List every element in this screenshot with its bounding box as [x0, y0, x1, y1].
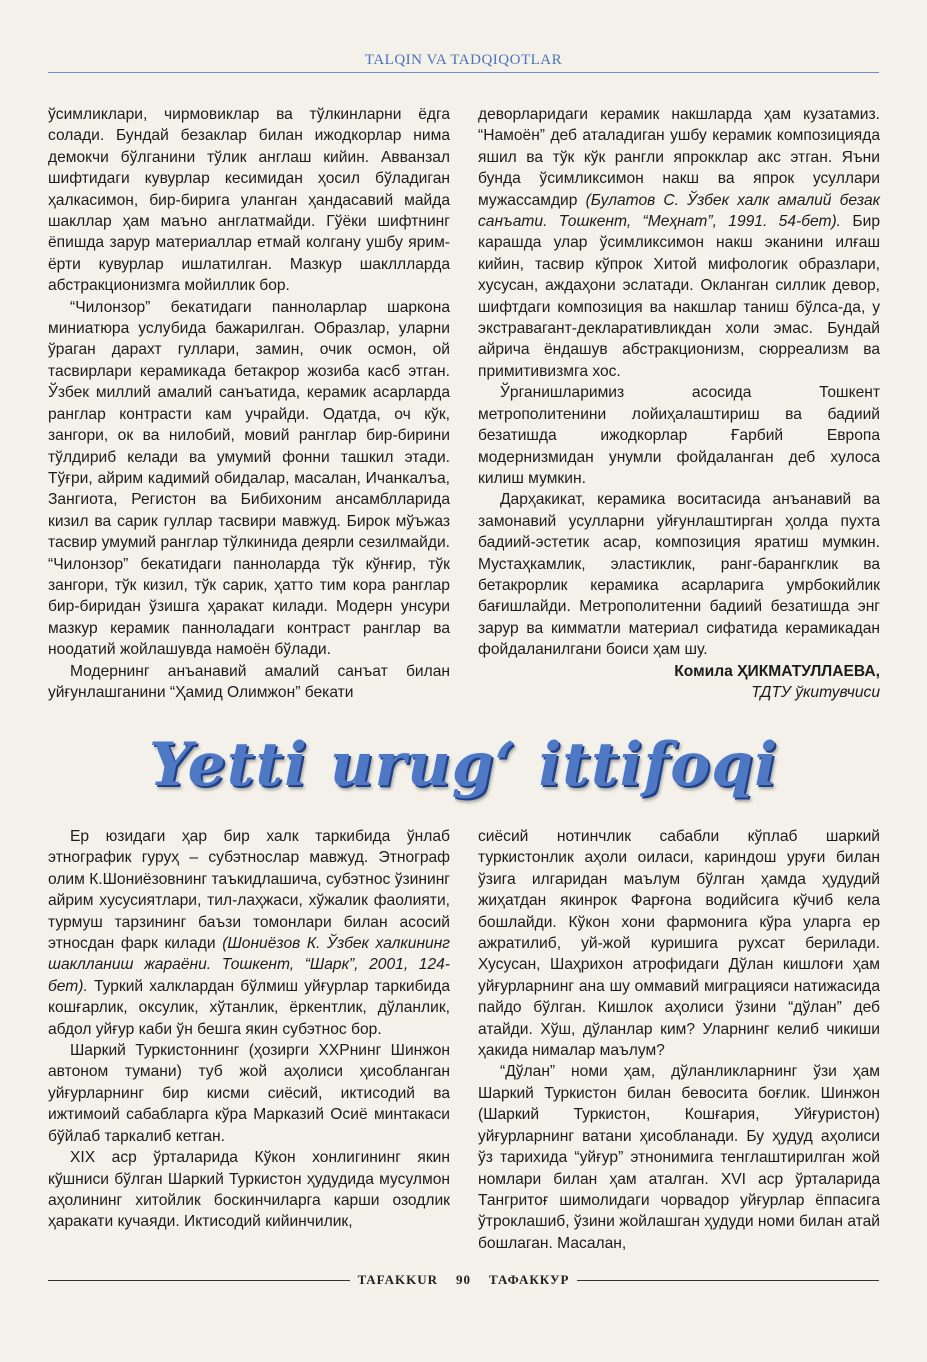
footer-magazine-name-cyrillic: ТАФАККУР	[489, 1272, 570, 1287]
paragraph-text: Бир карашда улар ўсимликсимон накш эканини илғаш кийин, тасвир кўпрок Хитой мифологик образлари, хусусан, аждаҳони эслатади. Окланган силлик девор, шифтдаги композиция ва накшлар таниш бўлса-да, у экстравагант-декларативликдан холи эмас. Бундай айрича ёндашув абстракционизм, сюрреализм ва примитивизмга хос.	[478, 213, 880, 380]
citation: (Булатов С. Ўзбек халк амалий безак санъати. Тошкент, “Меҳнат”, 1991. 54-бет).	[478, 191, 880, 231]
paragraph	[478, 104, 880, 382]
paragraph: XIX аср ўрталарида Кўкон хонлигининг якин кўшниси бўлган Шаркий Туркистон ҳудудида мусулмон аҳолининг хитойлик боскинчиларга карши озодлик ҳаракати кучаяди. Иктисодий кийинчилик,	[48, 1149, 450, 1231]
running-head: TALQIN VA TADQIQOTLAR	[364, 52, 563, 68]
paragraph: “Дўлан” номи ҳам, дўланликларнинг ўзи ҳам Шаркий Туркистон билан бевосита боғлик. Шинжон (Шаркий Туркистон, Кошғария, Уйғуристон) уйғурларнинг ватани ҳисобланади. Бу ҳудуд аҳолиси ўз тарихида “уйғур” этнонимига тенглаштирилган жой номлари билан ҳам аталган. XVI аср ўрталарида Тангритоғ шимолидаги чорвадор уйғурлар ёппасига ўтроклашиб, ўзини жойлашган ҳудуди номи билан атай бошлаган. Масалан,	[478, 1063, 880, 1252]
paragraph: “Чилонзор” бекатидаги панноларлар шаркона миниатюра услубида бажарилган. Образлар, уларни ўраган дарахт гуллари, замин, очик осмон, ой тасвирлари керамикада бетакрор жозиба касб этган. Ўзбек миллий амалий санъатида, керамик асарларда ранглар контрасти кам учрайди. Одатда, оч кўк, зангори, ок ва нилобий, мовий ранглар бир-бирини тўлдириб келади ва умумий фонни ташкил этади. Тўғри, айрим кадимий обидалар, масалан, Ичанкалъа, Зангиота, Регистон ва Бибихоним ансамблларида кизил ва сарик гуллар тасвири мавжуд. Бирок мўъжаз тасвир умумий ранглар тўлкинида деярли сезилмайди. “Чилонзор” бекатидаги панноларда тўк кўнғир, тўк зангори, тўк кизил, тўк сарик, ҳатто тим кора ранглар бир-биридан ўзишга ҳаракат килади. Модерн унсури мазкур керамик панноладаги контраст ранглар ва ноодатий жойлашувда намоён бўлади.	[48, 298, 450, 659]
paragraph	[48, 826, 450, 1040]
article1-left-column	[48, 104, 450, 703]
paragraph: ўсимликлари, чирмовиклар ва тўлкинларни ёдга солади. Бундай безаклар билан ижодкорлар нима демокчи бўлганини тўлик англаш кийин. Авванзал шифтидаги кувурлар кесимидан ҳосил бўладиган ҳалкасимон, бир-бирига уланган ҳандасавий майда шакллар ҳам маъно англатмайди. Гўёки шифтнинг ёпишда зарур материаллар етмай колгану ушбу ярим-ёрти кувурлар ишлатилган. Мазкур шакллларда абстракционизмга мойиллик бор.	[48, 106, 450, 295]
paragraph-text: Ер юзидаги ҳар бир халк таркибида ўнлаб этнографик гуруҳ – субэтнослар мавжуд. Этнограф олим К.Шониёзовнинг таъкидлашича, субэтнос ўзининг айрим хусусиятлари, тил-лаҳжаси, хўжалик фаолияти, турмуш тарзининг баъзи томонлари билан асосий этносдан фарк килади	[48, 828, 450, 953]
footer-magazine-name-latin: TAFAKKUR	[357, 1272, 439, 1287]
paragraph-text: деворларидаги керамик накшларда ҳам кузатамиз. “Намоён” деб аталадиган ушбу керамик композицияда яшил ва тўк кўк рангли япрокклар акс этган. Яъни бунда ўсимликсимон накш ва япрок усуллари мужассамдир	[478, 106, 880, 209]
article2-right-column	[478, 826, 880, 1254]
article1-right-column	[478, 104, 880, 703]
page-footer	[48, 1270, 879, 1290]
author-signature	[478, 661, 880, 704]
article-title-band	[0, 720, 927, 810]
paragraph: Модернинг анъанавий амалий санъат билан уйғунлашганини “Ҳамид Олимжон” бекати	[48, 662, 450, 701]
paragraph-text: Туркий халклардан бўлмиш уйғурлар таркибида кошғарлик, оксулик, хўтанлик, ёркентлик, дўланлик, абдол уйғур каби ўн бешга якин субэтнос бор.	[48, 977, 450, 1038]
paragraph: Дарҳакикат, керамика воситасида анъанавий ва замонавий усулларни уйғунлаштирган ҳолда пухта бадиий-эстетик асар, композиция яратиш мумкин. Мустаҳкамлик, эластиклик, ранг-барангклик ва бетакрорлик керамика асарларига умрбокийлик бағишлайди. Метрополитенни бадиий безатишда энг зарур ва кимматли материал сифатида керамикадан фойдаланилгани боиси ҳам шу.	[478, 491, 880, 659]
author-name: Комила ҲИКМАТУЛЛАЕВА,	[674, 662, 880, 680]
page-number: 90	[456, 1272, 472, 1287]
article2-left-column	[48, 826, 450, 1233]
article-title: Yetti urug‘ ittifoqi	[148, 730, 779, 800]
author-role: ТДТУ ўкитувчиси	[751, 683, 880, 701]
paragraph: Ўрганишларимиз асосида Тошкент метрополитенини лойиҳалаштириш ва бадиий безатишда ижодкорлар Ғарбий Европа модернизмидан унумли фойдаланган деб хулоса килиш мумкин.	[478, 384, 880, 487]
footer-rule-left	[48, 1280, 350, 1281]
header-rule	[48, 72, 879, 73]
citation: (Шониёзов К. Ўзбек халкининг шаклланиш жараёни. Тошкент, “Шарк”, 2001, 124-бет).	[48, 935, 450, 995]
footer-rule-right	[577, 1280, 879, 1281]
paragraph: Шаркий Туркистоннинг (ҳозирги ХХРнинг Шинжон автоном тумани) туб жой аҳолиси ҳисобланган уйғурларнинг бир кисми сиёсий, иктисодий ва ижтимоий сабабларга кўра Марказий Осиё минтакаси бўйлаб таркалиб кетган.	[48, 1042, 450, 1145]
paragraph: сиёсий нотинчлик сабабли кўплаб шаркий туркистонлик аҳоли оиласи, кариндош уруғи билан ўзига илгаридан маълум бўлган ҳамда ҳудудий жиҳатдан якинрок Фарғона водийсига кўчиб кела бошлайди. Кўкон хони фармонига кўра уларга ер ажратилиб, уй-жой куришига рухсат берилади. Хусусан, Шаҳрихон атрофидаги Дўлан кишлоғи ҳам уйғурларнинг ана шу оммавий миграцияси натижасида пайдо бўлган. Кишлок аҳолиси ўзини “дўлан” деб атайди. Хўш, дўланлар ким? Уларнинг келиб чикиши ҳакида нималар маълум?	[478, 828, 880, 1060]
